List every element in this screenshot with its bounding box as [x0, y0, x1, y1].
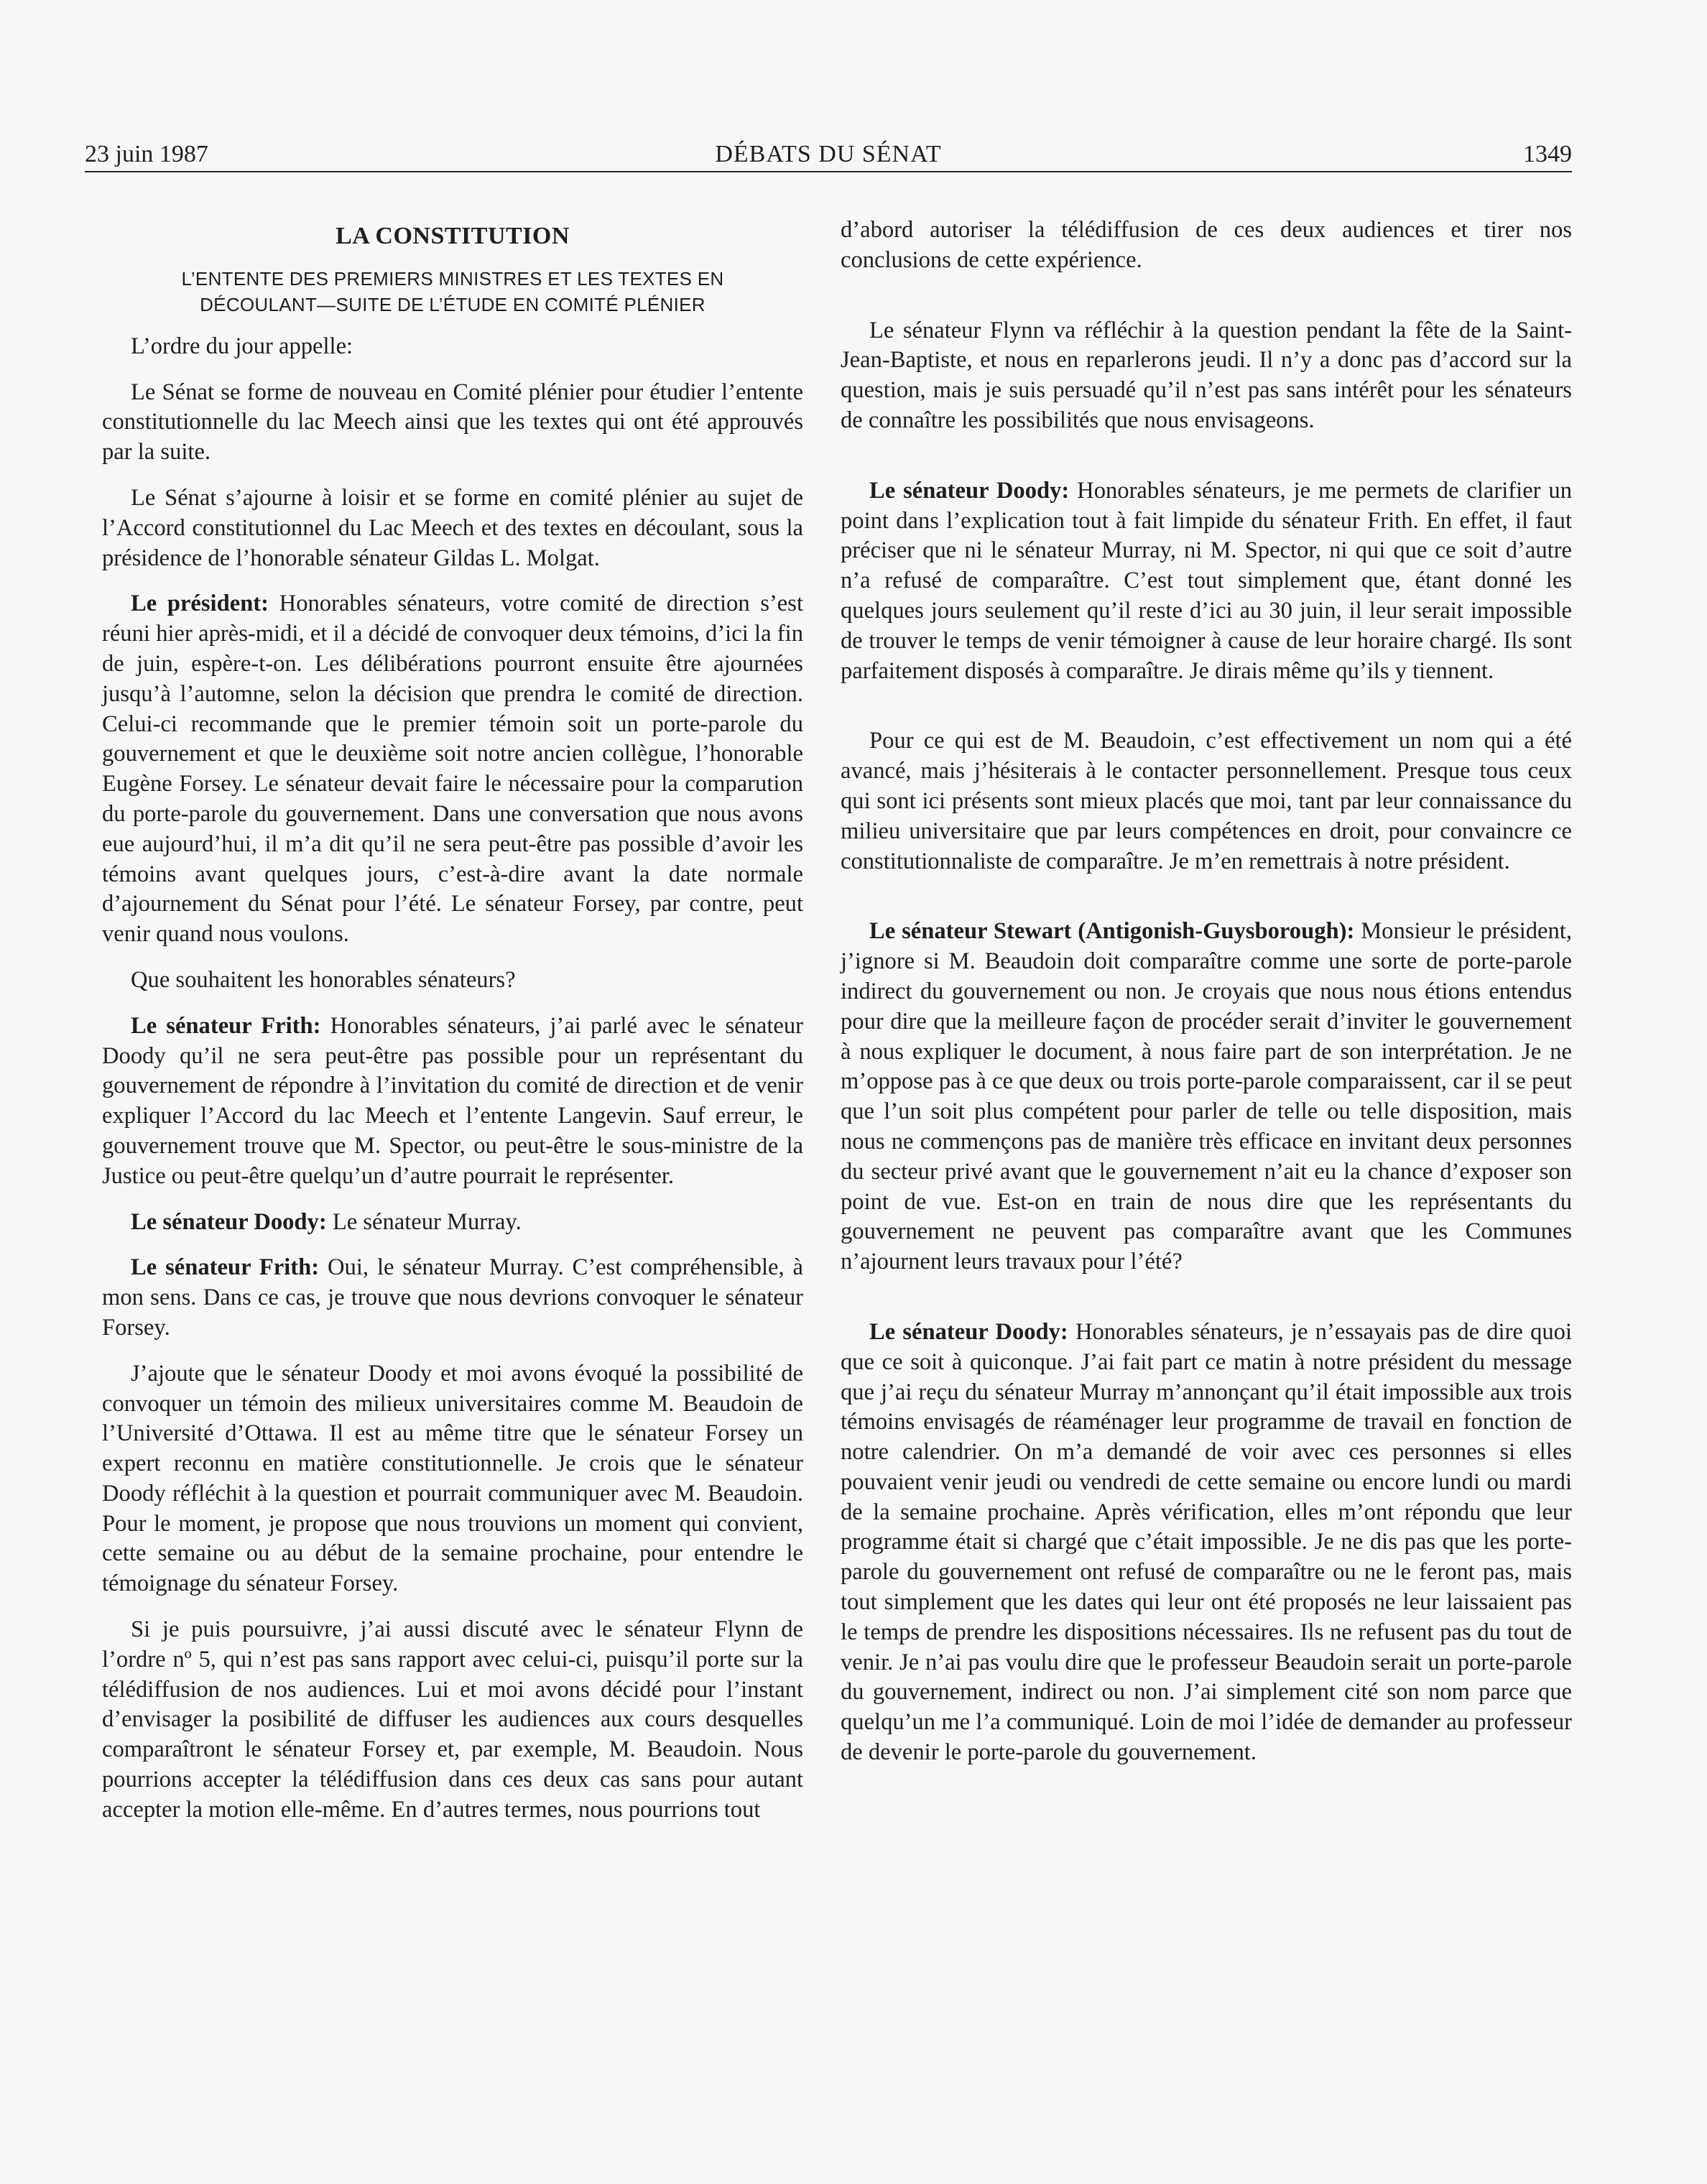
speaker-label: Le sénateur Frith: — [131, 1012, 321, 1039]
order-quote: Le Sénat se forme de nouveau en Comité plénier pour étudier l’entente constitutionnelle du lac Meech ainsi que les textes qui ont été approuvés par la suite. — [102, 379, 803, 466]
speaker-label: Le sénateur Doody: — [869, 1318, 1068, 1345]
header-date: 23 juin 1987 — [85, 141, 208, 167]
speech-text: Honorables sénateurs, je n’essayais pas de dire quoi que ce soit à quiconque. J’ai fait part ce matin à notre président du message que j’ai reçu du sénateur Murray m’annonçant qu’il était impossible aux trois témoins envisagés de réaménager leur programme de travail en fonction de notre calendrier. On m’a demandé de voir avec ces personnes si elles pouvaient venir jeudi ou vendredi de cette semaine ou encore lundi ou mardi de la semaine prochaine. Après vérification, elles m’ont répondu que leur programme était si chargé que c’était impossible. Je ne dis pas que les porte-parole du gouvernement ont refusé de comparaître ou ne le feront pas, mais tout simplement que les dates qui leur ont été proposés ne leur laissaient pas le temps de prendre les dispositions nécessaires. Ils ne refusent pas du tout de venir. Je n’ai pas voulu dire que le professeur Beaudoin serait un porte-parole du gouvernement, indirect ou non. J’ai simplement cité son nom parce que quelqu’un me l’a communiqué. Loin de moi l’idée de demander au professeur de devenir le porte-parole du gouvernement. — [841, 1318, 1572, 1766]
paragraph-r2: Le sénateur Flynn va réfléchir à la question pendant la fête de la Saint-Jean-Baptiste, et nous en reparlerons jeudi. Il n’y a donc pas d’accord sur la question, mais je suis persuadé qu’il n’est pas sans intérêt pour les sénateurs de connaître les possibilités que nous envisageons. — [841, 317, 1572, 433]
paragraph-continued: d’abord autoriser la télédiffusion de ces deux audiences et tirer nos conclusions de cette expérience. — [841, 217, 1572, 273]
paragraph-4 — [102, 1012, 803, 1192]
left-column — [102, 216, 803, 1841]
paragraph-r6 — [841, 1318, 1572, 1768]
running-header — [85, 141, 1572, 174]
paragraph-r4: Pour ce qui est de M. Beaudoin, c’est effectivement un nom qui a été avancé, mais j’hésiterais à le contacter personnellement. Presque tous ceux qui sont ici présents sont mieux placés que moi, tant par leur connaissance du milieu universitaire que par leurs compétences en droit, pour convaincre ce constitutionnaliste de comparaître. Je m’en remettrais à notre président. — [841, 728, 1572, 874]
header-title: DÉBATS DU SÉNAT — [715, 141, 942, 167]
speech-text: Honorables sénateurs, votre comité de direction s’est réuni hier après-midi, et il a décidé de convoquer deux témoins, d’ici la fin de juin, espère-t-on. Les délibérations pourront ensuite être ajournées jusqu’à l’automne, selon la décision que prendra le comité de direction. Celui-ci recommande que le premier témoin soit un porte-parole du gouvernement et que le deuxième soit notre ancien collègue, l’honorable Eugène Forsey. Le sénateur devait faire le nécessaire pour la comparution du porte-parole du gouvernement. Dans une conversation que nous avons eue aujourd’hui, il m’a dit qu’il ne sera peut-être pas possible d’avoir les témoins avant quelques jours, c’est-à-dire avant la date normale d’ajournement du Sénat pour l’été. Le sénateur Forsey, par contre, peut venir quand nous voulons. — [102, 591, 803, 948]
speaker-label: Le sénateur Doody: — [869, 477, 1070, 504]
paragraph-2 — [102, 589, 803, 950]
paragraph-6 — [102, 1253, 803, 1343]
paragraph-8: Si je puis poursuivre, j’ai aussi discuté avec le sénateur Flynn de l’ordre nº 5, qui n’est pas sans rapport avec celui-ci, puisqu’il porte sur la télédiffusion de nos audiences. Lui et moi avons décidé pour l’instant d’envisager la posibilité de diffuser les audiences aux cours desquelles comparaîtront le sénateur Forsey et, par exemple, M. Beaudoin. Nous pourrions accepter la télédiffusion dans ces deux cas sans pour autant accepter la motion elle-même. En d’autres termes, nous pourrions tout — [102, 1616, 803, 1823]
header-rule — [85, 171, 1572, 172]
paragraph-3: Que souhaitent les honorables sénateurs? — [131, 966, 516, 993]
subtitle-line-1: L’ENTENTE DES PREMIERS MINISTRES ET LES TEXTES EN — [181, 267, 724, 290]
speaker-label: Le sénateur Doody: — [131, 1208, 327, 1235]
paragraph-7: J’ajoute que le sénateur Doody et moi avons évoqué la possibilité de convoquer un témoin des milieux universitaires comme M. Beaudoin de l’Université d’Ottawa. Il est au même titre que le sénateur Forsey un expert reconnu en matière constitutionnelle. Je crois que le sénateur Doody réfléchit à la question et pourrait communiquer avec M. Beaudoin. Pour le moment, je propose que nous trouvions un moment qui convient, cette semaine ou au début de la semaine prochaine, pour entendre le témoignage du sénateur Forsey. — [102, 1360, 803, 1597]
speech-text: Monsieur le président, j’ignore si M. Beaudoin doit comparaître comme une sorte de porte-parole indirect du gouvernement ou non. Je croyais que nous nous étions entendus pour dire que la meilleure façon de procéder serait d’inviter le gouvernement à nous expliquer le document, à nous faire part de son interprétation. Je ne m’oppose pas à ce que deux ou trois porte-parole comparaissent, car il se peut que l’un soit plus compétent pour parler de telle ou telle disposition, mais nous ne commençons pas de manière très efficace en invitant deux personnes du secteur privé avant que le gouvernement n’ait eu la chance d’exposer son point de vue. Est-on en train de nous dire que les représentants du gouvernement ne peuvent pas comparaître avant que les Communes n’ajournent leurs travaux pour l’été? — [841, 918, 1572, 1275]
speech-text: Oui, le sénateur Murray. C’est compréhensible, à mon sens. Dans ce cas, je trouve que nous devrions convoquer le sénateur Forsey. — [102, 1254, 803, 1341]
section-title: LA CONSTITUTION — [336, 223, 570, 249]
paragraph-r3 — [841, 476, 1572, 687]
speaker-label: Le président: — [131, 591, 269, 617]
paragraph-5 — [102, 1208, 803, 1238]
section-subtitle — [102, 266, 803, 318]
subtitle-line-2: DÉCOULANT—SUITE DE L’ÉTUDE EN COMITÉ PLÉNIER — [200, 293, 706, 315]
order-of-day: L’ordre du jour appelle: — [131, 333, 353, 359]
speaker-label: Le sénateur Stewart (Antigonish-Guysborough): — [869, 918, 1355, 945]
speech-text: Honorables sénateurs, j’ai parlé avec le sénateur Doody qu’il ne sera peut-être pas possible pour un représentant du gouvernement de répondre à l’invitation du comité de direction et de venir expliquer l’Accord du lac Meech et l’entente Langevin. Sauf erreur, le gouvernement trouve que M. Spector, ou peut-être le sous-ministre de la Justice ou peut-être quelqu’un d’autre pourrait le représenter. — [102, 1012, 803, 1189]
speaker-label: Le sénateur Frith: — [131, 1254, 320, 1281]
speech-text: Le sénateur Murray. — [326, 1208, 522, 1235]
speech-text: Honorables sénateurs, je me permets de clarifier un point dans l’explication tout à fait limpide du sénateur Frith. En effet, il faut préciser que ni le sénateur Murray, ni M. Spector, ni qui que ce soit d’autre n’a refusé de comparaître. C’est tout simplement que, étant donné les quelques jours seulement qu’il reste d’ici au 30 juin, il leur serait impossible de trouver le temps de venir témoigner à cause de leur horaire chargé. Ils sont parfaitement disposés à comparaître. Je dirais même qu’ils y tiennent. — [841, 477, 1573, 684]
right-column — [841, 216, 1572, 1784]
paragraph-1: Le Sénat s’ajourne à loisir et se forme en comité plénier au sujet de l’Accord constitutionnel du Lac Meech et des textes en découlant, sous la présidence de l’honorable sénateur Gildas L. Molgat. — [102, 484, 803, 571]
page-number: 1349 — [1523, 141, 1572, 167]
paragraph-r5 — [841, 917, 1572, 1277]
